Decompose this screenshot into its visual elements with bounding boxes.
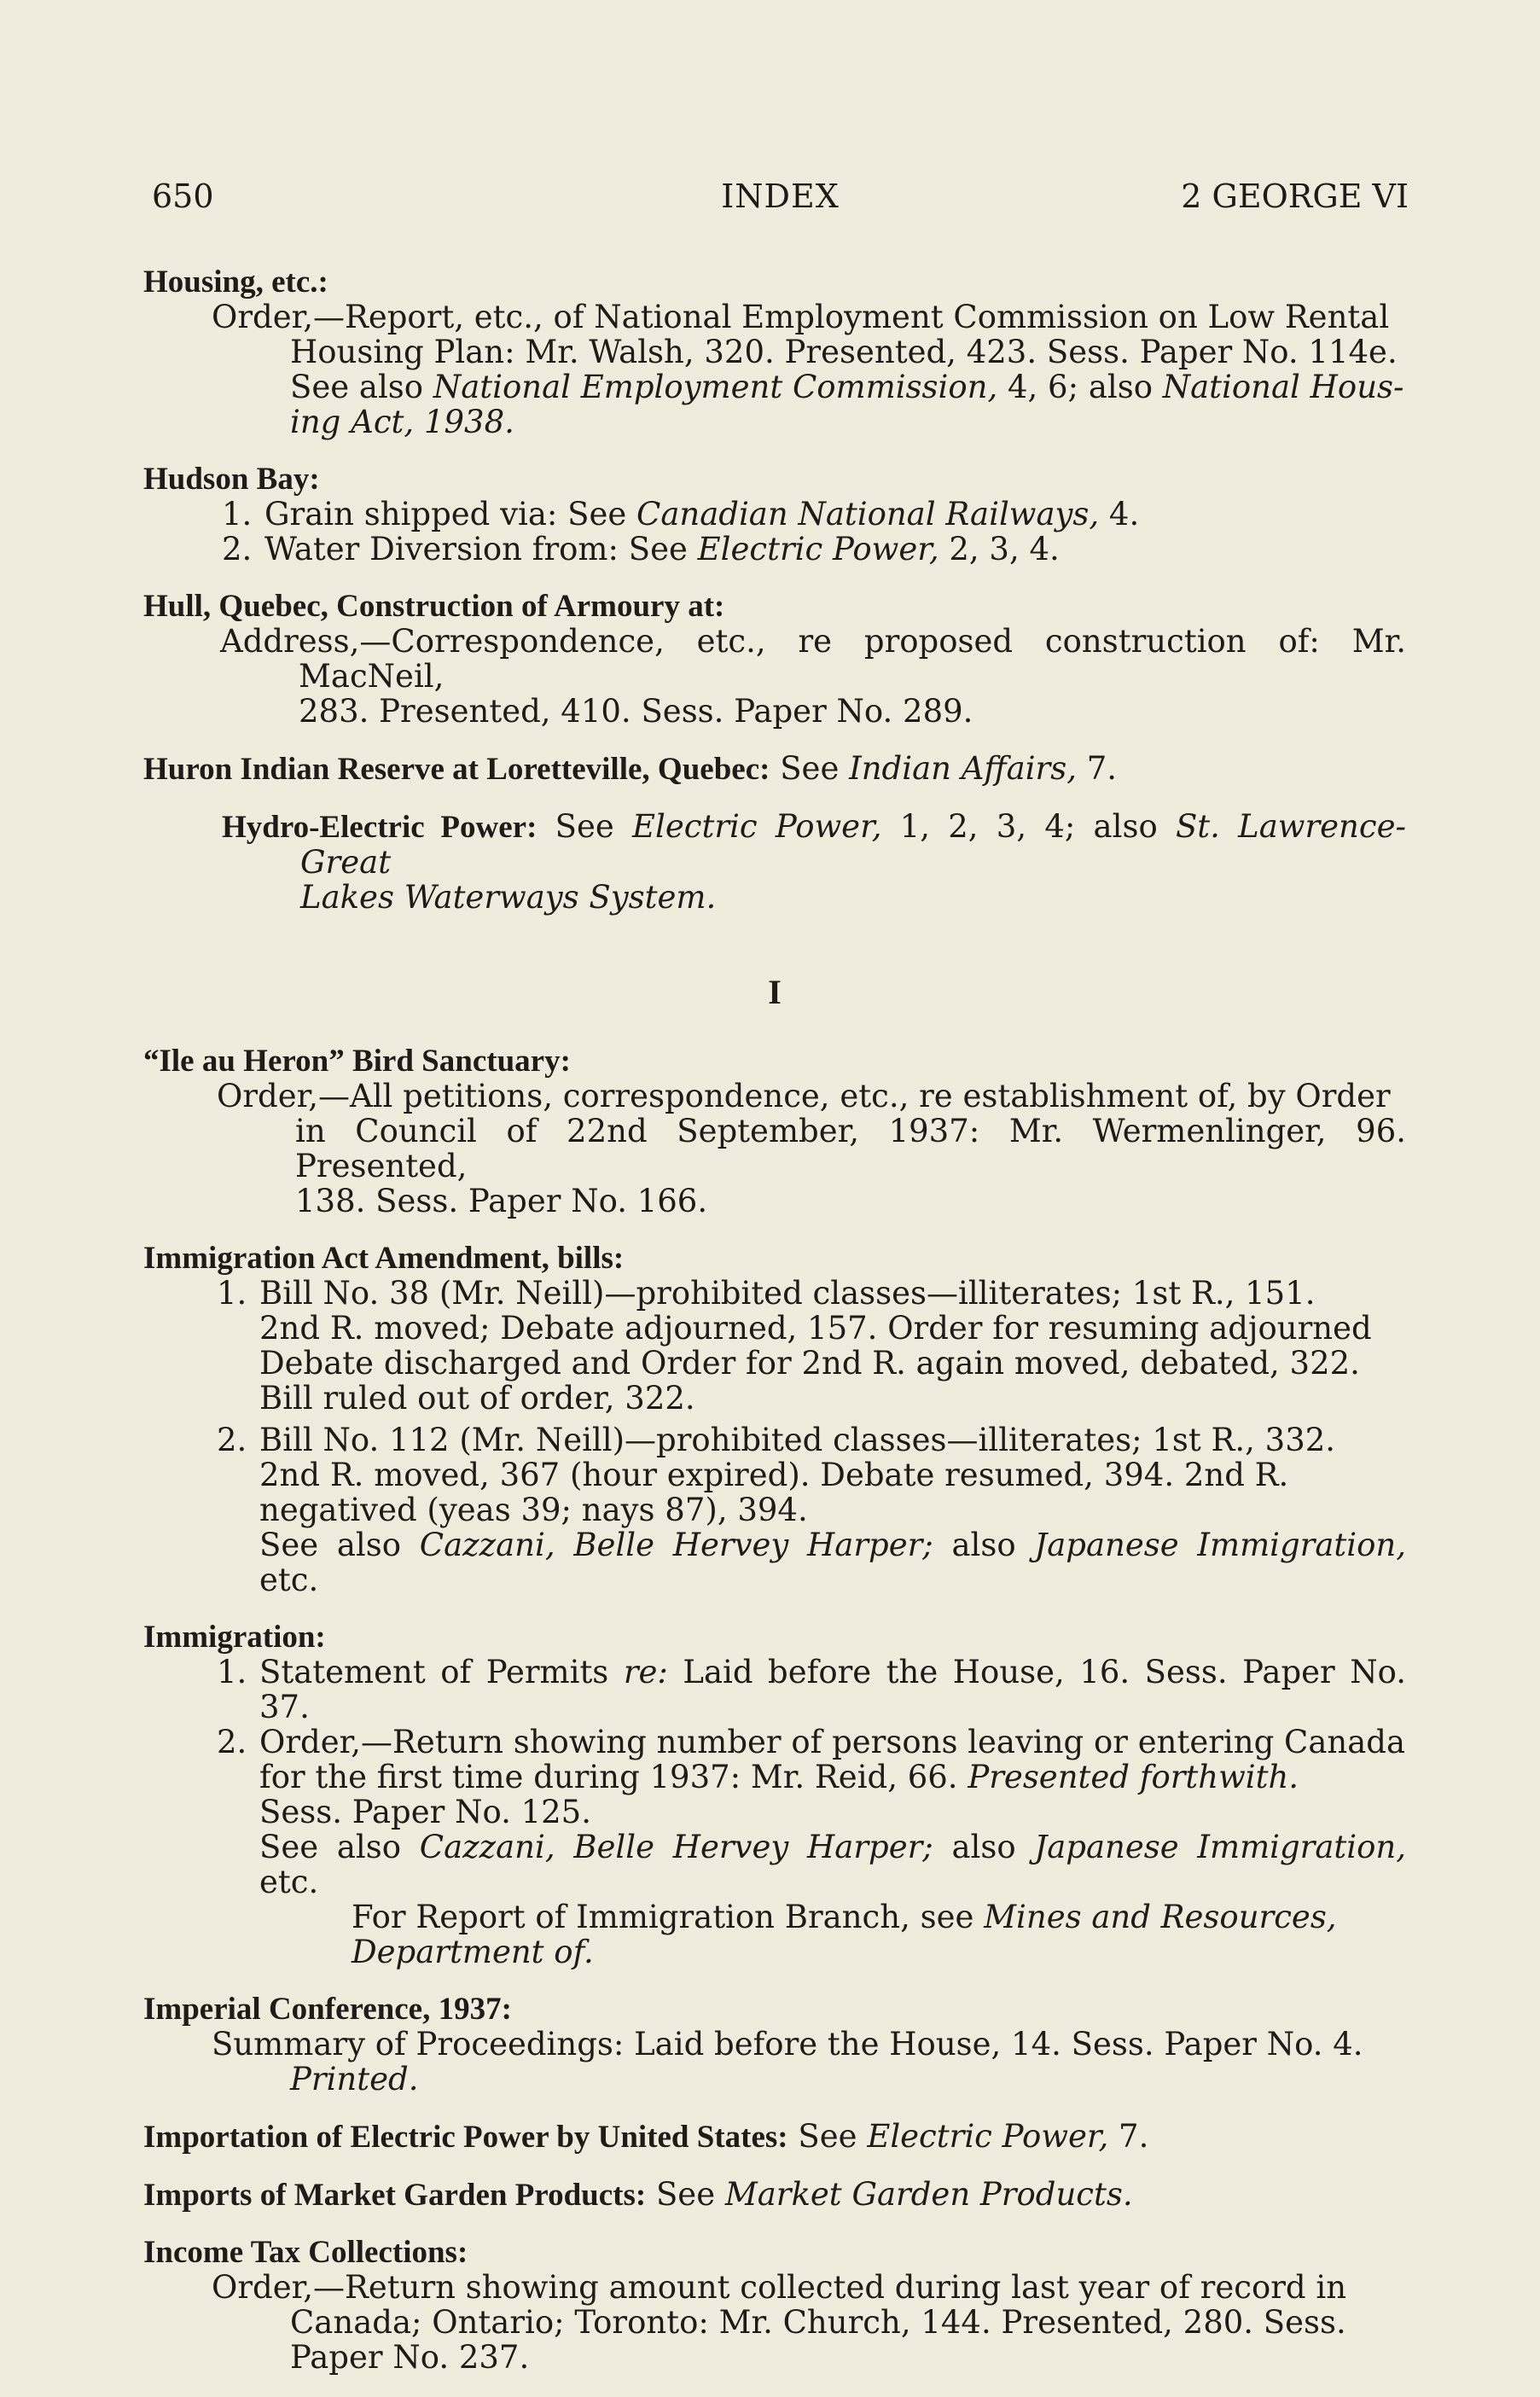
entry-text: Order,—All petitions, correspondence, etc., re establishment of, by Order in Council of 22nd September, 1937: Mr. Wermenlinger, 96. Presented, 138. Sess. Paper No. 166. <box>217 1078 1406 1219</box>
page-title: INDEX <box>721 177 840 215</box>
entry-immigration-act <box>143 1241 1406 1597</box>
section-letter: I <box>768 973 782 1011</box>
entry-text: Address,—Correspondence, etc., re proposed construction of: Mr. MacNeil, 283. Presented, 410. Sess. Paper No. 289. <box>220 623 1406 730</box>
entry-heading: Imports of Market Garden Products: <box>143 2178 647 2213</box>
page-number: 650 <box>152 177 214 215</box>
running-header <box>152 177 1409 229</box>
entry-heading: Immigration: <box>143 1620 326 1655</box>
entry-heading: Importation of Electric Power by United States: <box>143 2120 788 2155</box>
entry-heading: Hull, Quebec, Construction of Armoury at: <box>143 589 725 624</box>
entry-heading: Imperial Conference, 1937: <box>143 1992 512 2027</box>
list-item: 1. Bill No. 38 (Mr. Neill)—prohibited classes—illiterates; 1st R., 151. 2nd R. moved; Debate adjourned, 157. Order for resuming adjourned Debate discharged and Order for 2nd R. again moved, debated, 322. Bill ruled out of order, 322. <box>217 1275 1372 1417</box>
entry-imperial-conference <box>143 1992 1406 2097</box>
entry-hull <box>143 589 1406 729</box>
entry-heading: Housing, etc.: <box>143 265 328 300</box>
entry-hydro-electric: Hydro-Electric Power: See Electric Power, 1, 2, 3, 4; also St. Lawrence-Great Lakes Waterways System. <box>222 808 1406 916</box>
entry-heading: “Ile au Heron” Bird Sanctuary: <box>143 1044 571 1079</box>
entry-heading: Income Tax Collections: <box>143 2235 468 2270</box>
entry-heading: Hudson Bay: <box>143 462 320 497</box>
entry-immigration <box>143 1620 1406 1969</box>
entry-text: For Report of Immigration Branch, see Mines and Resources, Department of. <box>352 1899 1337 1970</box>
list-item: 1. Grain shipped via: See Canadian National Railways, 4. <box>222 496 1140 532</box>
entry-text: Order,—Return showing amount collected during last year of record in Canada; Ontario; Toronto: Mr. Church, 144. Presented, 280. Sess. Paper No. 237. <box>212 2269 1347 2376</box>
entry-importation: Importation of Electric Power by United States: See Electric Power, 7. <box>143 2118 1149 2155</box>
list-item: 2. Order,—Return showing number of persons leaving or entering Canada for the first time during 1937: Mr. Reid, 66. Presented forthwith. Sess. Paper No. 125. See also Cazzani, Belle Hervey Harper; also Japanese Immigration, etc. <box>217 1724 1406 1900</box>
entry-income-tax <box>143 2235 1406 2375</box>
regnal-year: 2 GEORGE VI <box>1181 177 1409 215</box>
entry-ile-au-heron <box>143 1044 1406 1219</box>
entry-imports: Imports of Market Garden Products: See Market Garden Products. <box>143 2176 1133 2213</box>
entry-text: Summary of Proceedings: Laid before the House, 14. Sess. Paper No. 4. Printed. <box>212 2026 1363 2097</box>
entry-heading: Huron Indian Reserve at Loretteville, Quebec: <box>143 752 770 787</box>
entry-housing <box>143 265 1406 439</box>
entry-heading: Immigration Act Amendment, bills: <box>143 1241 625 1276</box>
index-body <box>143 265 1406 2397</box>
entry-huron: Huron Indian Reserve at Loretteville, Quebec: See Indian Affairs, 7. <box>143 750 1118 787</box>
list-item: 1. Statement of Permits re: Laid before the House, 16. Sess. Paper No. 37. <box>217 1654 1406 1725</box>
list-item: 2. Bill No. 112 (Mr. Neill)—prohibited classes—illiterates; 1st R., 332. 2nd R. moved, 367 (hour expired). Debate resumed, 394. 2nd R. negatived (yeas 39; nays 87), 394. See also Cazzani, Belle Hervey Harper; also Japanese Immigration, etc. <box>217 1422 1406 1598</box>
entry-heading: Hydro-Electric Power: <box>222 810 538 845</box>
entry-text: Order,—Report, etc., of National Employment Commission on Low Rental Housing Plan: Mr. Walsh, 320. Presented, 423. Sess. Paper No. 114e. See also National Employment Commission, 4, 6; also National Hous- ing Act, 1938. <box>212 299 1404 440</box>
list-item: 2. Water Diversion from: See Electric Power, 2, 3, 4. <box>222 531 1060 567</box>
entry-hudson-bay <box>143 462 1406 567</box>
